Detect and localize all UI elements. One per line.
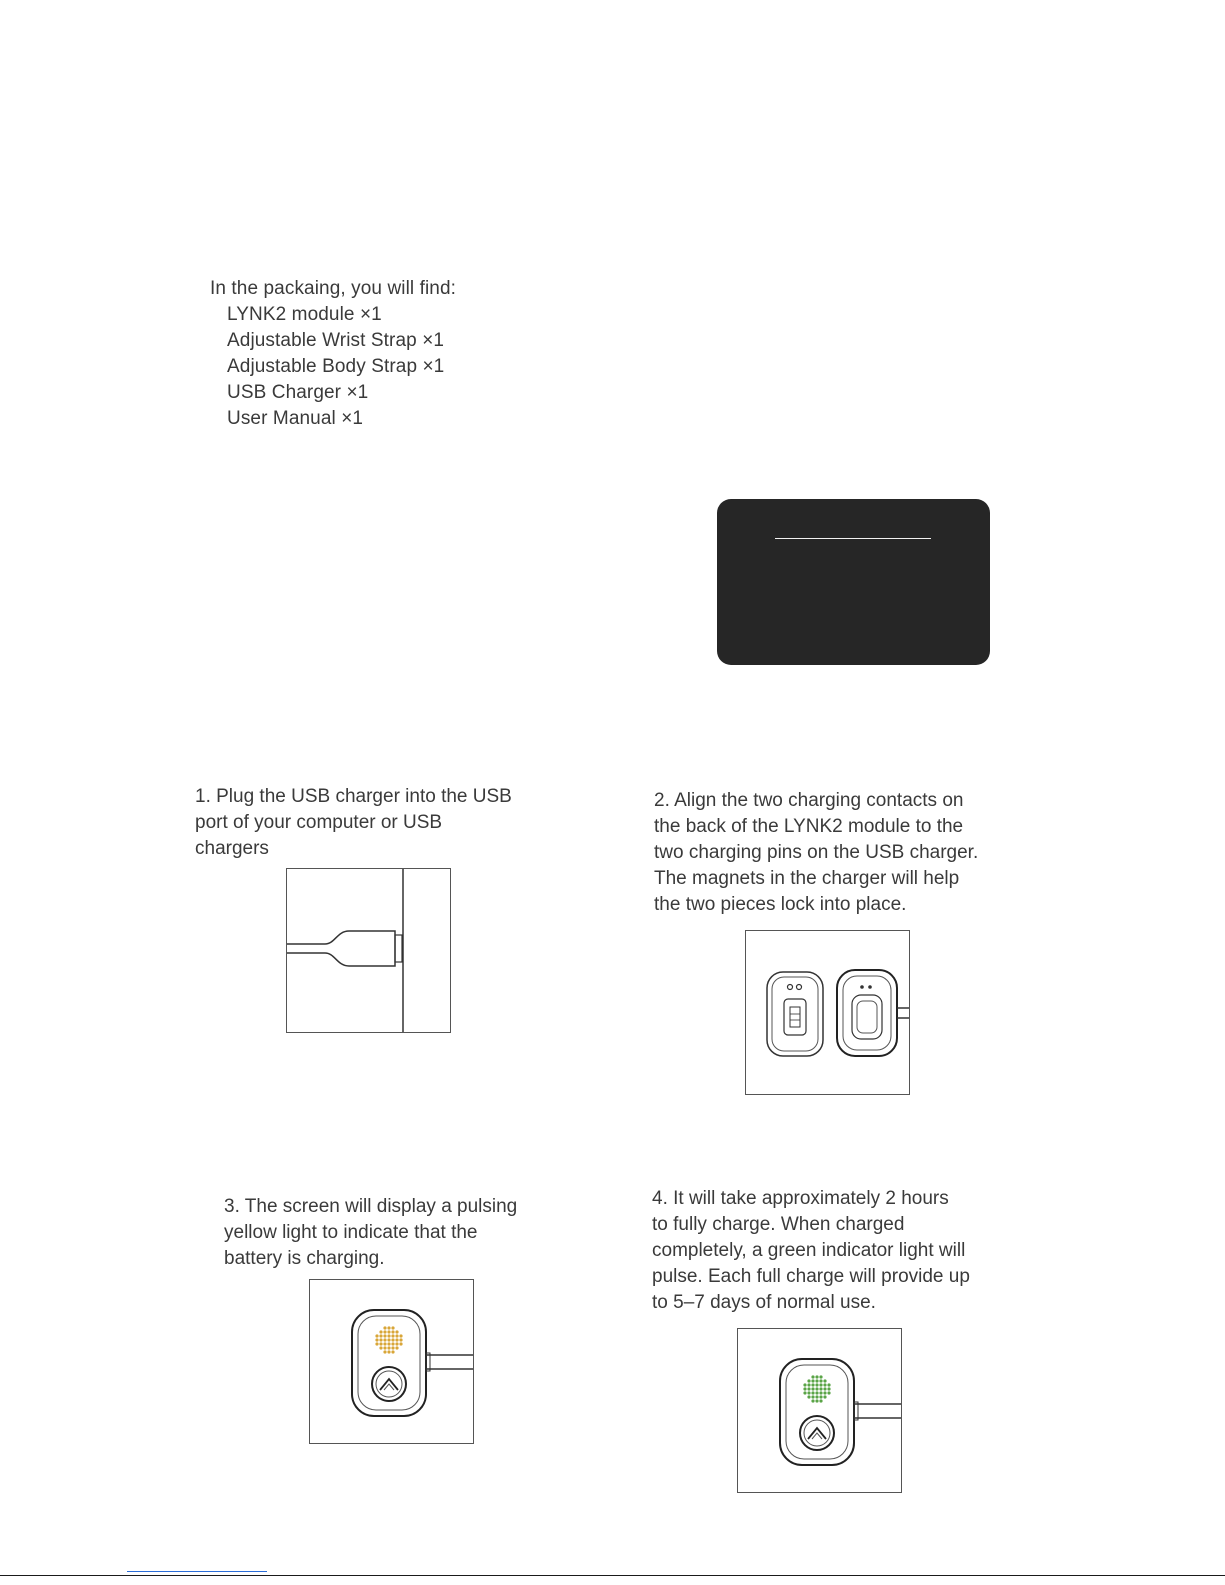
indicator-dot: [387, 1330, 390, 1333]
indicator-dot: [827, 1383, 830, 1386]
step-4-line: 4. It will take approximately 2 hours: [652, 1188, 949, 1209]
packaging-item-body-strap: Adjustable Body Strap ×1: [227, 356, 445, 377]
indicator-dot: [395, 1334, 398, 1337]
charging-module-icon: [310, 1280, 473, 1443]
indicator-dot: [823, 1395, 826, 1398]
indicator-dot: [395, 1346, 398, 1349]
indicator-dot: [811, 1379, 814, 1382]
step-4-line: to 5–7 days of normal use.: [652, 1292, 876, 1313]
charged-module-icon: [738, 1329, 901, 1492]
step-3-figure: [309, 1279, 474, 1444]
indicator-dot: [803, 1391, 806, 1394]
indicator-dot: [383, 1342, 386, 1345]
indicator-dot: [391, 1346, 394, 1349]
step-1-text: [195, 784, 512, 862]
packaging-item-usb-charger: USB Charger ×1: [227, 382, 369, 403]
card-divider: [775, 538, 931, 539]
indicator-dot: [819, 1399, 822, 1402]
step-3-line: battery is charging.: [224, 1248, 385, 1269]
indicator-dot: [379, 1338, 382, 1341]
step-4-line: pulse. Each full charge will provide up: [652, 1266, 970, 1287]
step-1-line: 1. Plug the USB charger into the USB: [195, 786, 512, 807]
footer-rule: [0, 1575, 1225, 1576]
indicator-dot: [391, 1350, 394, 1353]
indicator-dot: [815, 1379, 818, 1382]
indicator-dot: [811, 1395, 814, 1398]
indicator-dot: [379, 1346, 382, 1349]
indicator-dot: [379, 1334, 382, 1337]
step-3-text: [224, 1194, 517, 1272]
indicator-dot: [807, 1379, 810, 1382]
indicator-dot: [819, 1379, 822, 1382]
indicator-dot: [815, 1375, 818, 1378]
indicator-dot: [395, 1338, 398, 1341]
step-4-figure: [737, 1328, 902, 1493]
indicator-dot: [827, 1387, 830, 1390]
indicator-dot: [391, 1330, 394, 1333]
step-4-line: completely, a green indicator light will: [652, 1240, 966, 1261]
indicator-dot: [803, 1383, 806, 1386]
indicator-dot: [387, 1338, 390, 1341]
indicator-dot: [819, 1387, 822, 1390]
indicator-dot: [387, 1350, 390, 1353]
indicator-dot: [823, 1391, 826, 1394]
indicator-dot: [803, 1387, 806, 1390]
indicator-dot: [399, 1334, 402, 1337]
charged-light-icon: [803, 1375, 830, 1402]
module-and-charger-icon: [746, 931, 909, 1094]
indicator-dot: [819, 1395, 822, 1398]
indicator-dot: [395, 1342, 398, 1345]
indicator-dot: [807, 1387, 810, 1390]
step-2-line: two charging pins on the USB charger.: [654, 842, 979, 863]
indicator-dot: [383, 1334, 386, 1337]
indicator-dot: [387, 1346, 390, 1349]
indicator-dot: [375, 1338, 378, 1341]
packaging-item-module: LYNK2 module ×1: [227, 304, 382, 325]
indicator-dot: [395, 1330, 398, 1333]
step-3-line: yellow light to indicate that the: [224, 1222, 478, 1243]
indicator-dot: [827, 1391, 830, 1394]
indicator-dot: [823, 1387, 826, 1390]
step-2-line: the two pieces lock into place.: [654, 894, 907, 915]
step-4-text: [652, 1186, 970, 1316]
indicator-dot: [399, 1338, 402, 1341]
indicator-dot: [811, 1399, 814, 1402]
step-1-line: port of your computer or USB: [195, 812, 443, 833]
indicator-dot: [807, 1391, 810, 1394]
step-3-line: 3. The screen will display a pulsing: [224, 1196, 518, 1217]
indicator-dot: [375, 1342, 378, 1345]
footer-link-underline: [127, 1571, 267, 1572]
indicator-dot: [387, 1342, 390, 1345]
indicator-dot: [387, 1326, 390, 1329]
indicator-dot: [383, 1338, 386, 1341]
packaging-list: [210, 276, 456, 432]
indicator-dot: [399, 1342, 402, 1345]
indicator-dot: [815, 1383, 818, 1386]
indicator-dot: [379, 1342, 382, 1345]
indicator-dot: [375, 1334, 378, 1337]
indicator-dot: [823, 1383, 826, 1386]
step-1-line: chargers: [195, 838, 269, 859]
indicator-dot: [815, 1399, 818, 1402]
step-4-line: to fully charge. When charged: [652, 1214, 905, 1235]
step-2-text: [654, 788, 978, 918]
indicator-dot: [823, 1379, 826, 1382]
indicator-dot: [811, 1375, 814, 1378]
indicator-dot: [391, 1326, 394, 1329]
charging-light-icon: [375, 1326, 402, 1353]
packaging-intro: In the packaing, you will find:: [210, 278, 457, 299]
indicator-dot: [391, 1334, 394, 1337]
step-2-line: The magnets in the charger will help: [654, 868, 960, 889]
indicator-dot: [811, 1391, 814, 1394]
step-2-line: 2. Align the two charging contacts on: [654, 790, 964, 811]
indicator-dot: [383, 1330, 386, 1333]
indicator-dot: [811, 1383, 814, 1386]
indicator-dot: [383, 1346, 386, 1349]
indicator-dot: [815, 1387, 818, 1390]
indicator-dot: [379, 1330, 382, 1333]
indicator-dot: [819, 1383, 822, 1386]
dark-info-card: [717, 499, 990, 665]
indicator-dot: [387, 1334, 390, 1337]
indicator-dot: [815, 1391, 818, 1394]
step-2-line: the back of the LYNK2 module to the: [654, 816, 964, 837]
indicator-dot: [819, 1375, 822, 1378]
indicator-dot: [811, 1387, 814, 1390]
step-1-figure: [286, 868, 451, 1033]
step-2-figure: [745, 930, 910, 1095]
packaging-item-wrist-strap: Adjustable Wrist Strap ×1: [227, 330, 445, 351]
indicator-dot: [383, 1326, 386, 1329]
indicator-dot: [815, 1395, 818, 1398]
indicator-dot: [819, 1391, 822, 1394]
indicator-dot: [391, 1342, 394, 1345]
usb-plug-icon: [287, 869, 450, 1032]
packaging-item-user-manual: User Manual ×1: [227, 408, 364, 429]
indicator-dot: [391, 1338, 394, 1341]
indicator-dot: [383, 1350, 386, 1353]
indicator-dot: [807, 1395, 810, 1398]
indicator-dot: [807, 1383, 810, 1386]
